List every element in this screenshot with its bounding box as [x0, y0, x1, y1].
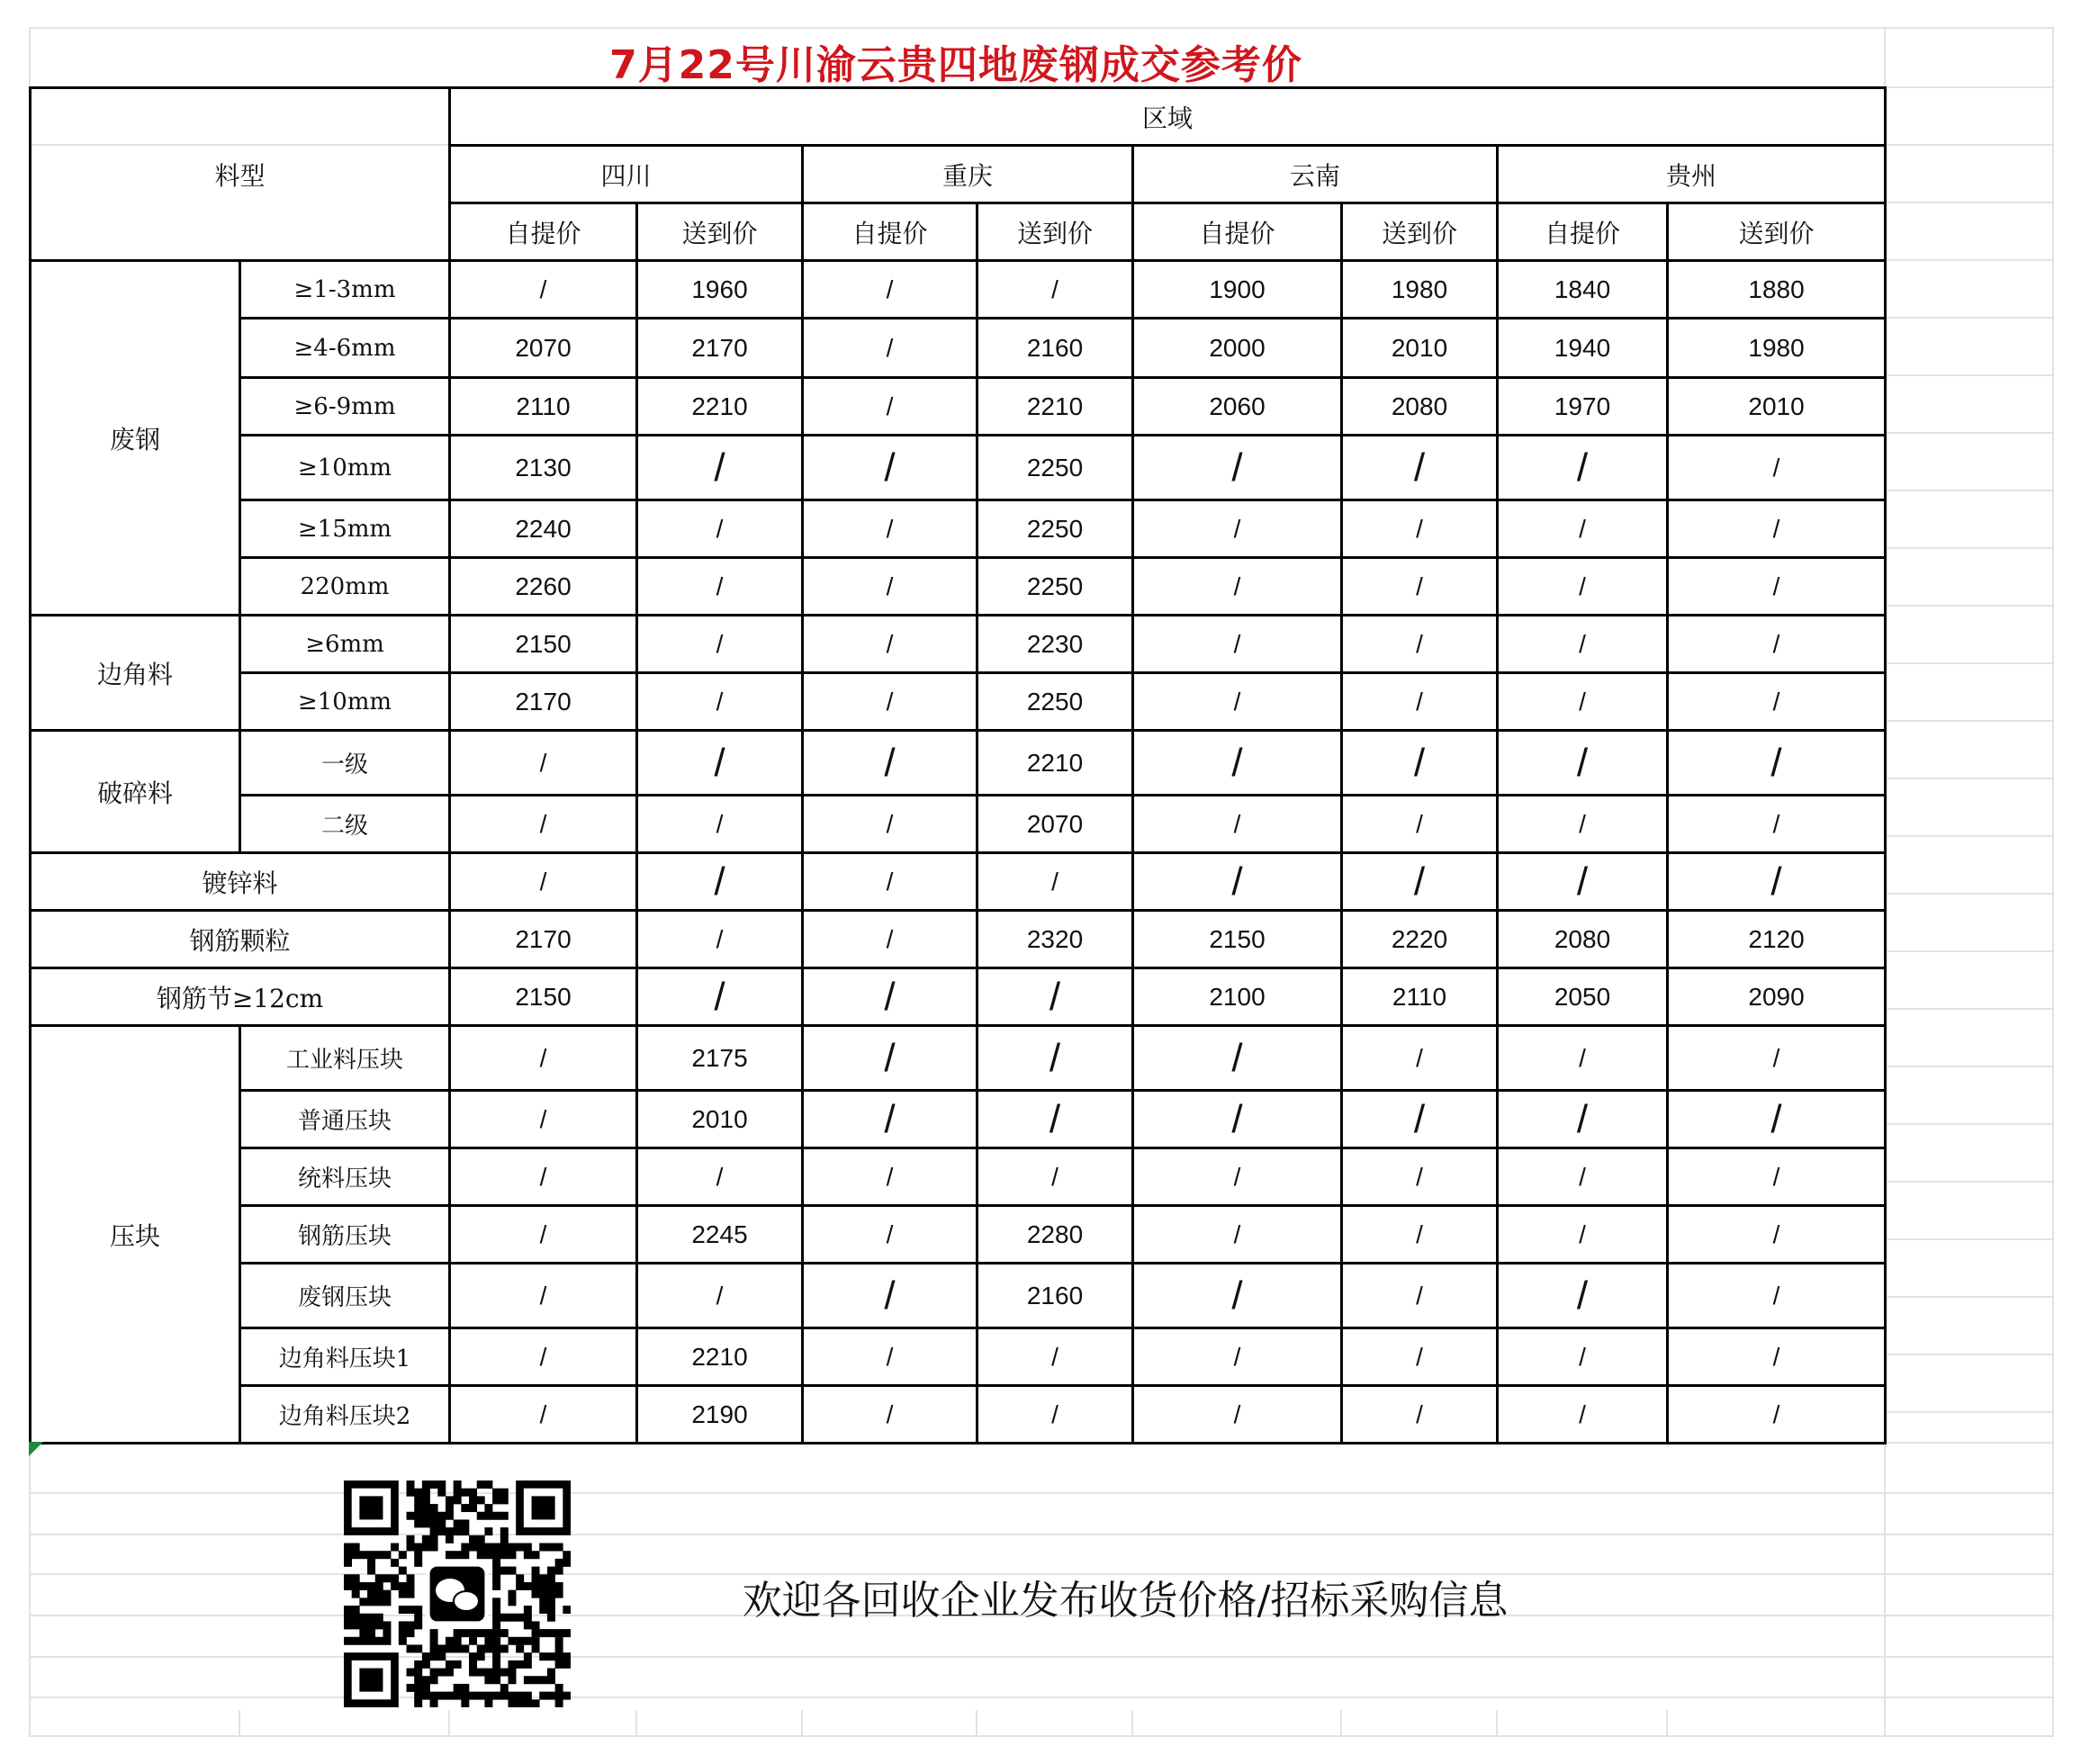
- gridline: [1884, 1411, 2052, 1413]
- price-cell: /: [637, 731, 803, 796]
- price-cell: /: [1498, 1026, 1668, 1091]
- spec-cell: ≥4-6mm: [240, 319, 450, 378]
- category-cell: 钢筋节≥12cm: [31, 968, 450, 1026]
- gridline: [29, 1656, 2052, 1658]
- price-cell: /: [977, 1386, 1133, 1444]
- spec-cell: 边角料压块1: [240, 1328, 450, 1386]
- price-cell: 2170: [450, 673, 637, 731]
- price-cell: /: [450, 261, 637, 319]
- table-row: [31, 616, 1886, 673]
- spec-cell: 统料压块: [240, 1148, 450, 1206]
- price-cell: /: [1498, 1328, 1668, 1386]
- price-cell: /: [1342, 1026, 1498, 1091]
- price-cell: /: [803, 616, 977, 673]
- gridline: [1884, 835, 2052, 837]
- price-cell: /: [1498, 1091, 1668, 1148]
- price-cell: /: [1498, 1206, 1668, 1264]
- category-cell: 边角料: [31, 616, 240, 731]
- price-cell: 2240: [450, 500, 637, 558]
- price-cell: /: [1668, 731, 1886, 796]
- price-cell: 2110: [450, 378, 637, 436]
- price-cell: 2010: [637, 1091, 803, 1148]
- gridline: [1884, 1181, 2052, 1183]
- price-cell: /: [1498, 673, 1668, 731]
- self-pickup-price-header: 自提价: [1133, 203, 1342, 261]
- spec-cell: 二级: [240, 796, 450, 853]
- spec-cell: ≥1-3mm: [240, 261, 450, 319]
- price-cell: /: [1668, 1148, 1886, 1206]
- price-cell: /: [450, 1206, 637, 1264]
- price-cell: /: [1498, 500, 1668, 558]
- cell-corner-marker: [29, 1442, 43, 1456]
- region-guizhou: 贵州: [1498, 146, 1886, 203]
- price-cell: 2060: [1133, 378, 1342, 436]
- table-row: [31, 796, 1886, 853]
- gridline: [1131, 1710, 1133, 1737]
- gridline: [1884, 1066, 2052, 1067]
- category-cell: 压块: [31, 1026, 240, 1444]
- gridline: [801, 1710, 803, 1737]
- delivered-price-header: 送到价: [637, 203, 803, 261]
- gridline: [1884, 144, 2052, 146]
- price-cell: 2190: [637, 1386, 803, 1444]
- footer-message: 欢迎各回收企业发布收货价格/招标采购信息: [742, 1578, 1509, 1624]
- price-cell: 2130: [450, 436, 637, 500]
- price-cell: /: [637, 616, 803, 673]
- price-cell: /: [1668, 1026, 1886, 1091]
- region-header: 区域: [450, 88, 1886, 146]
- price-cell: /: [1133, 1091, 1342, 1148]
- price-cell: /: [1342, 853, 1498, 911]
- price-cell: /: [977, 1026, 1133, 1091]
- price-cell: 1980: [1342, 261, 1498, 319]
- gridline: [1884, 374, 2052, 376]
- price-cell: /: [803, 1206, 977, 1264]
- price-cell: /: [450, 1091, 637, 1148]
- spec-cell: 边角料压块2: [240, 1386, 450, 1444]
- price-cell: /: [803, 500, 977, 558]
- price-cell: /: [1498, 436, 1668, 500]
- gridline: [1884, 1008, 2052, 1010]
- gridline: [1884, 202, 2052, 203]
- price-cell: 2080: [1342, 378, 1498, 436]
- price-cell: 2120: [1668, 911, 1886, 968]
- price-cell: /: [1342, 616, 1498, 673]
- price-cell: 1940: [1498, 319, 1668, 378]
- gridline: [239, 1710, 240, 1737]
- table-row: [31, 673, 1886, 731]
- price-cell: /: [1133, 796, 1342, 853]
- page-title: 7月22号川渝云贵四地废钢成交参考价: [609, 42, 1302, 88]
- price-cell: /: [1133, 1264, 1342, 1328]
- price-cell: 1980: [1668, 319, 1886, 378]
- price-cell: 2210: [637, 1328, 803, 1386]
- gridline: [1884, 662, 2052, 664]
- price-cell: /: [1133, 558, 1342, 616]
- price-cell: /: [1668, 673, 1886, 731]
- price-cell: /: [637, 500, 803, 558]
- price-cell: /: [1342, 731, 1498, 796]
- spec-cell: ≥6-9mm: [240, 378, 450, 436]
- price-cell: /: [803, 968, 977, 1026]
- table-row: [31, 378, 1886, 436]
- table-row: [31, 1091, 1886, 1148]
- gridline: [1666, 1710, 1668, 1737]
- price-cell: 2160: [977, 319, 1133, 378]
- price-cell: /: [1668, 500, 1886, 558]
- price-cell: 1960: [637, 261, 803, 319]
- table-row: [31, 853, 1886, 911]
- price-cell: 2280: [977, 1206, 1133, 1264]
- price-cell: /: [803, 673, 977, 731]
- table-row: [31, 1148, 1886, 1206]
- price-cell: /: [1133, 1026, 1342, 1091]
- price-cell: 2245: [637, 1206, 803, 1264]
- price-cell: 2010: [1668, 378, 1886, 436]
- price-cell: 2250: [977, 436, 1133, 500]
- price-cell: /: [1342, 1386, 1498, 1444]
- table-row: [31, 731, 1886, 796]
- gridline: [1884, 893, 2052, 895]
- price-cell: /: [1668, 436, 1886, 500]
- price-cell: 2220: [1342, 911, 1498, 968]
- price-cell: /: [1668, 616, 1886, 673]
- price-cell: /: [977, 261, 1133, 319]
- price-cell: /: [977, 1091, 1133, 1148]
- gridline: [1884, 950, 2052, 952]
- price-cell: /: [1133, 1206, 1342, 1264]
- price-cell: /: [1342, 436, 1498, 500]
- price-cell: 1840: [1498, 261, 1668, 319]
- gridline: [1884, 605, 2052, 607]
- price-cell: /: [1342, 1091, 1498, 1148]
- price-cell: 2100: [1133, 968, 1342, 1026]
- price-table-body: [31, 261, 1886, 1444]
- price-cell: /: [1342, 796, 1498, 853]
- gridline: [1884, 1238, 2052, 1240]
- gridline: [1340, 1710, 1342, 1737]
- gridline: [29, 1534, 2052, 1535]
- spec-cell: ≥10mm: [240, 673, 450, 731]
- gridline: [1884, 317, 2052, 319]
- price-cell: /: [803, 796, 977, 853]
- delivered-price-header: 送到价: [977, 203, 1133, 261]
- table-row: [31, 558, 1886, 616]
- price-cell: /: [450, 853, 637, 911]
- spec-cell: ≥6mm: [240, 616, 450, 673]
- price-cell: 2250: [977, 500, 1133, 558]
- region-yunnan: 云南: [1133, 146, 1498, 203]
- price-cell: /: [450, 1386, 637, 1444]
- price-cell: /: [1342, 558, 1498, 616]
- price-cell: 2170: [637, 319, 803, 378]
- price-cell: /: [803, 853, 977, 911]
- gridline: [1884, 86, 2052, 88]
- gridline: [1884, 259, 2052, 261]
- price-cell: /: [637, 1148, 803, 1206]
- gridline: [1884, 720, 2052, 722]
- region-sichuan: 四川: [450, 146, 803, 203]
- price-cell: 1970: [1498, 378, 1668, 436]
- price-cell: 1880: [1668, 261, 1886, 319]
- price-cell: /: [450, 1026, 637, 1091]
- price-cell: 2000: [1133, 319, 1342, 378]
- price-cell: /: [803, 1091, 977, 1148]
- table-row: [31, 1328, 1886, 1386]
- category-cell: 钢筋颗粒: [31, 911, 450, 968]
- price-cell: /: [1668, 796, 1886, 853]
- price-cell: 2070: [977, 796, 1133, 853]
- price-cell: /: [1342, 1264, 1498, 1328]
- price-cell: /: [1668, 853, 1886, 911]
- price-cell: /: [803, 1026, 977, 1091]
- price-cell: /: [1668, 558, 1886, 616]
- gridline: [448, 1710, 450, 1737]
- price-cell: 2070: [450, 319, 637, 378]
- price-cell: /: [1342, 1328, 1498, 1386]
- price-cell: /: [977, 853, 1133, 911]
- price-table: [29, 86, 1887, 1444]
- gridline: [1884, 778, 2052, 779]
- table-row: [31, 436, 1886, 500]
- gridline: [1496, 1710, 1498, 1737]
- price-cell: /: [803, 378, 977, 436]
- price-cell: /: [1668, 1328, 1886, 1386]
- material-type-header: 料型: [31, 88, 450, 261]
- price-cell: /: [1133, 853, 1342, 911]
- price-cell: /: [977, 1148, 1133, 1206]
- price-cell: /: [637, 558, 803, 616]
- price-cell: /: [637, 436, 803, 500]
- wechat-qr-code-icon: [344, 1480, 571, 1707]
- table-row: [31, 911, 1886, 968]
- price-cell: /: [1342, 500, 1498, 558]
- price-cell: /: [803, 558, 977, 616]
- gridline: [29, 1696, 2052, 1698]
- gridline: [2052, 27, 2054, 1737]
- price-cell: /: [637, 853, 803, 911]
- table-row: [31, 1026, 1886, 1091]
- price-cell: /: [1498, 1148, 1668, 1206]
- price-cell: /: [450, 731, 637, 796]
- price-cell: /: [1498, 616, 1668, 673]
- gridline: [1884, 432, 2052, 434]
- gridline: [1884, 1123, 2052, 1125]
- price-cell: /: [1133, 673, 1342, 731]
- table-row: [31, 319, 1886, 378]
- spec-cell: ≥10mm: [240, 436, 450, 500]
- price-cell: 2090: [1668, 968, 1886, 1026]
- gridline: [1884, 490, 2052, 491]
- spec-cell: 一级: [240, 731, 450, 796]
- price-cell: /: [1668, 1206, 1886, 1264]
- price-cell: 2170: [450, 911, 637, 968]
- gridline: [1884, 1296, 2052, 1298]
- table-row: [31, 261, 1886, 319]
- price-cell: /: [803, 911, 977, 968]
- price-cell: 2080: [1498, 911, 1668, 968]
- spec-cell: 220mm: [240, 558, 450, 616]
- price-cell: 2160: [977, 1264, 1133, 1328]
- gridline: [635, 1710, 637, 1737]
- price-cell: /: [1668, 1091, 1886, 1148]
- self-pickup-price-header: 自提价: [803, 203, 977, 261]
- table-row: [31, 1386, 1886, 1444]
- price-cell: /: [1133, 500, 1342, 558]
- price-cell: /: [803, 1386, 977, 1444]
- price-cell: /: [1342, 1148, 1498, 1206]
- price-cell: 2210: [977, 731, 1133, 796]
- price-cell: /: [1498, 1386, 1668, 1444]
- price-cell: /: [1342, 1206, 1498, 1264]
- price-cell: /: [637, 968, 803, 1026]
- price-cell: /: [1498, 796, 1668, 853]
- price-cell: /: [803, 1264, 977, 1328]
- price-cell: 2010: [1342, 319, 1498, 378]
- self-pickup-price-header: 自提价: [450, 203, 637, 261]
- price-cell: /: [803, 731, 977, 796]
- table-row: [31, 968, 1886, 1026]
- price-cell: 1900: [1133, 261, 1342, 319]
- category-cell: 破碎料: [31, 731, 240, 853]
- price-cell: /: [1498, 853, 1668, 911]
- spec-cell: 工业料压块: [240, 1026, 450, 1091]
- price-cell: 2150: [1133, 911, 1342, 968]
- price-cell: /: [1498, 1264, 1668, 1328]
- price-cell: /: [977, 1328, 1133, 1386]
- gridline: [29, 1735, 2052, 1737]
- price-cell: 2050: [1498, 968, 1668, 1026]
- price-cell: /: [1668, 1264, 1886, 1328]
- gridline: [29, 27, 2052, 29]
- price-cell: 2230: [977, 616, 1133, 673]
- price-cell: 2210: [637, 378, 803, 436]
- price-cell: 2150: [450, 616, 637, 673]
- spec-cell: ≥15mm: [240, 500, 450, 558]
- price-cell: /: [637, 673, 803, 731]
- price-cell: /: [1133, 1148, 1342, 1206]
- price-cell: /: [1498, 558, 1668, 616]
- table-row: [31, 1206, 1886, 1264]
- price-cell: 2250: [977, 673, 1133, 731]
- price-cell: 2110: [1342, 968, 1498, 1026]
- price-cell: /: [1133, 731, 1342, 796]
- price-cell: /: [1133, 1328, 1342, 1386]
- price-cell: 2175: [637, 1026, 803, 1091]
- region-chongqing: 重庆: [803, 146, 1133, 203]
- price-cell: /: [1668, 1386, 1886, 1444]
- price-cell: /: [450, 1328, 637, 1386]
- price-cell: /: [977, 968, 1133, 1026]
- price-cell: /: [1498, 731, 1668, 796]
- category-cell: 废钢: [31, 261, 240, 616]
- table-row: [31, 500, 1886, 558]
- gridline: [29, 1492, 2052, 1494]
- delivered-price-header: 送到价: [1342, 203, 1498, 261]
- price-cell: 2250: [977, 558, 1133, 616]
- category-cell: 镀锌料: [31, 853, 450, 911]
- price-cell: /: [450, 796, 637, 853]
- price-cell: /: [1133, 436, 1342, 500]
- gridline: [976, 1710, 977, 1737]
- spec-cell: 废钢压块: [240, 1264, 450, 1328]
- delivered-price-header: 送到价: [1668, 203, 1886, 261]
- price-cell: /: [1133, 1386, 1342, 1444]
- price-cell: 2260: [450, 558, 637, 616]
- price-cell: /: [1342, 673, 1498, 731]
- price-cell: /: [1133, 616, 1342, 673]
- price-cell: /: [637, 1264, 803, 1328]
- price-cell: /: [803, 436, 977, 500]
- spec-cell: 钢筋压块: [240, 1206, 450, 1264]
- gridline: [1884, 1354, 2052, 1355]
- price-cell: /: [803, 1328, 977, 1386]
- price-cell: /: [803, 1148, 977, 1206]
- price-cell: /: [637, 796, 803, 853]
- price-cell: 2150: [450, 968, 637, 1026]
- gridline: [1884, 547, 2052, 549]
- price-cell: 2210: [977, 378, 1133, 436]
- spec-cell: 普通压块: [240, 1091, 450, 1148]
- price-cell: /: [803, 261, 977, 319]
- self-pickup-price-header: 自提价: [1498, 203, 1668, 261]
- table-row: [31, 1264, 1886, 1328]
- price-cell: /: [450, 1148, 637, 1206]
- price-cell: /: [803, 319, 977, 378]
- price-cell: 2320: [977, 911, 1133, 968]
- price-cell: /: [637, 911, 803, 968]
- price-cell: /: [450, 1264, 637, 1328]
